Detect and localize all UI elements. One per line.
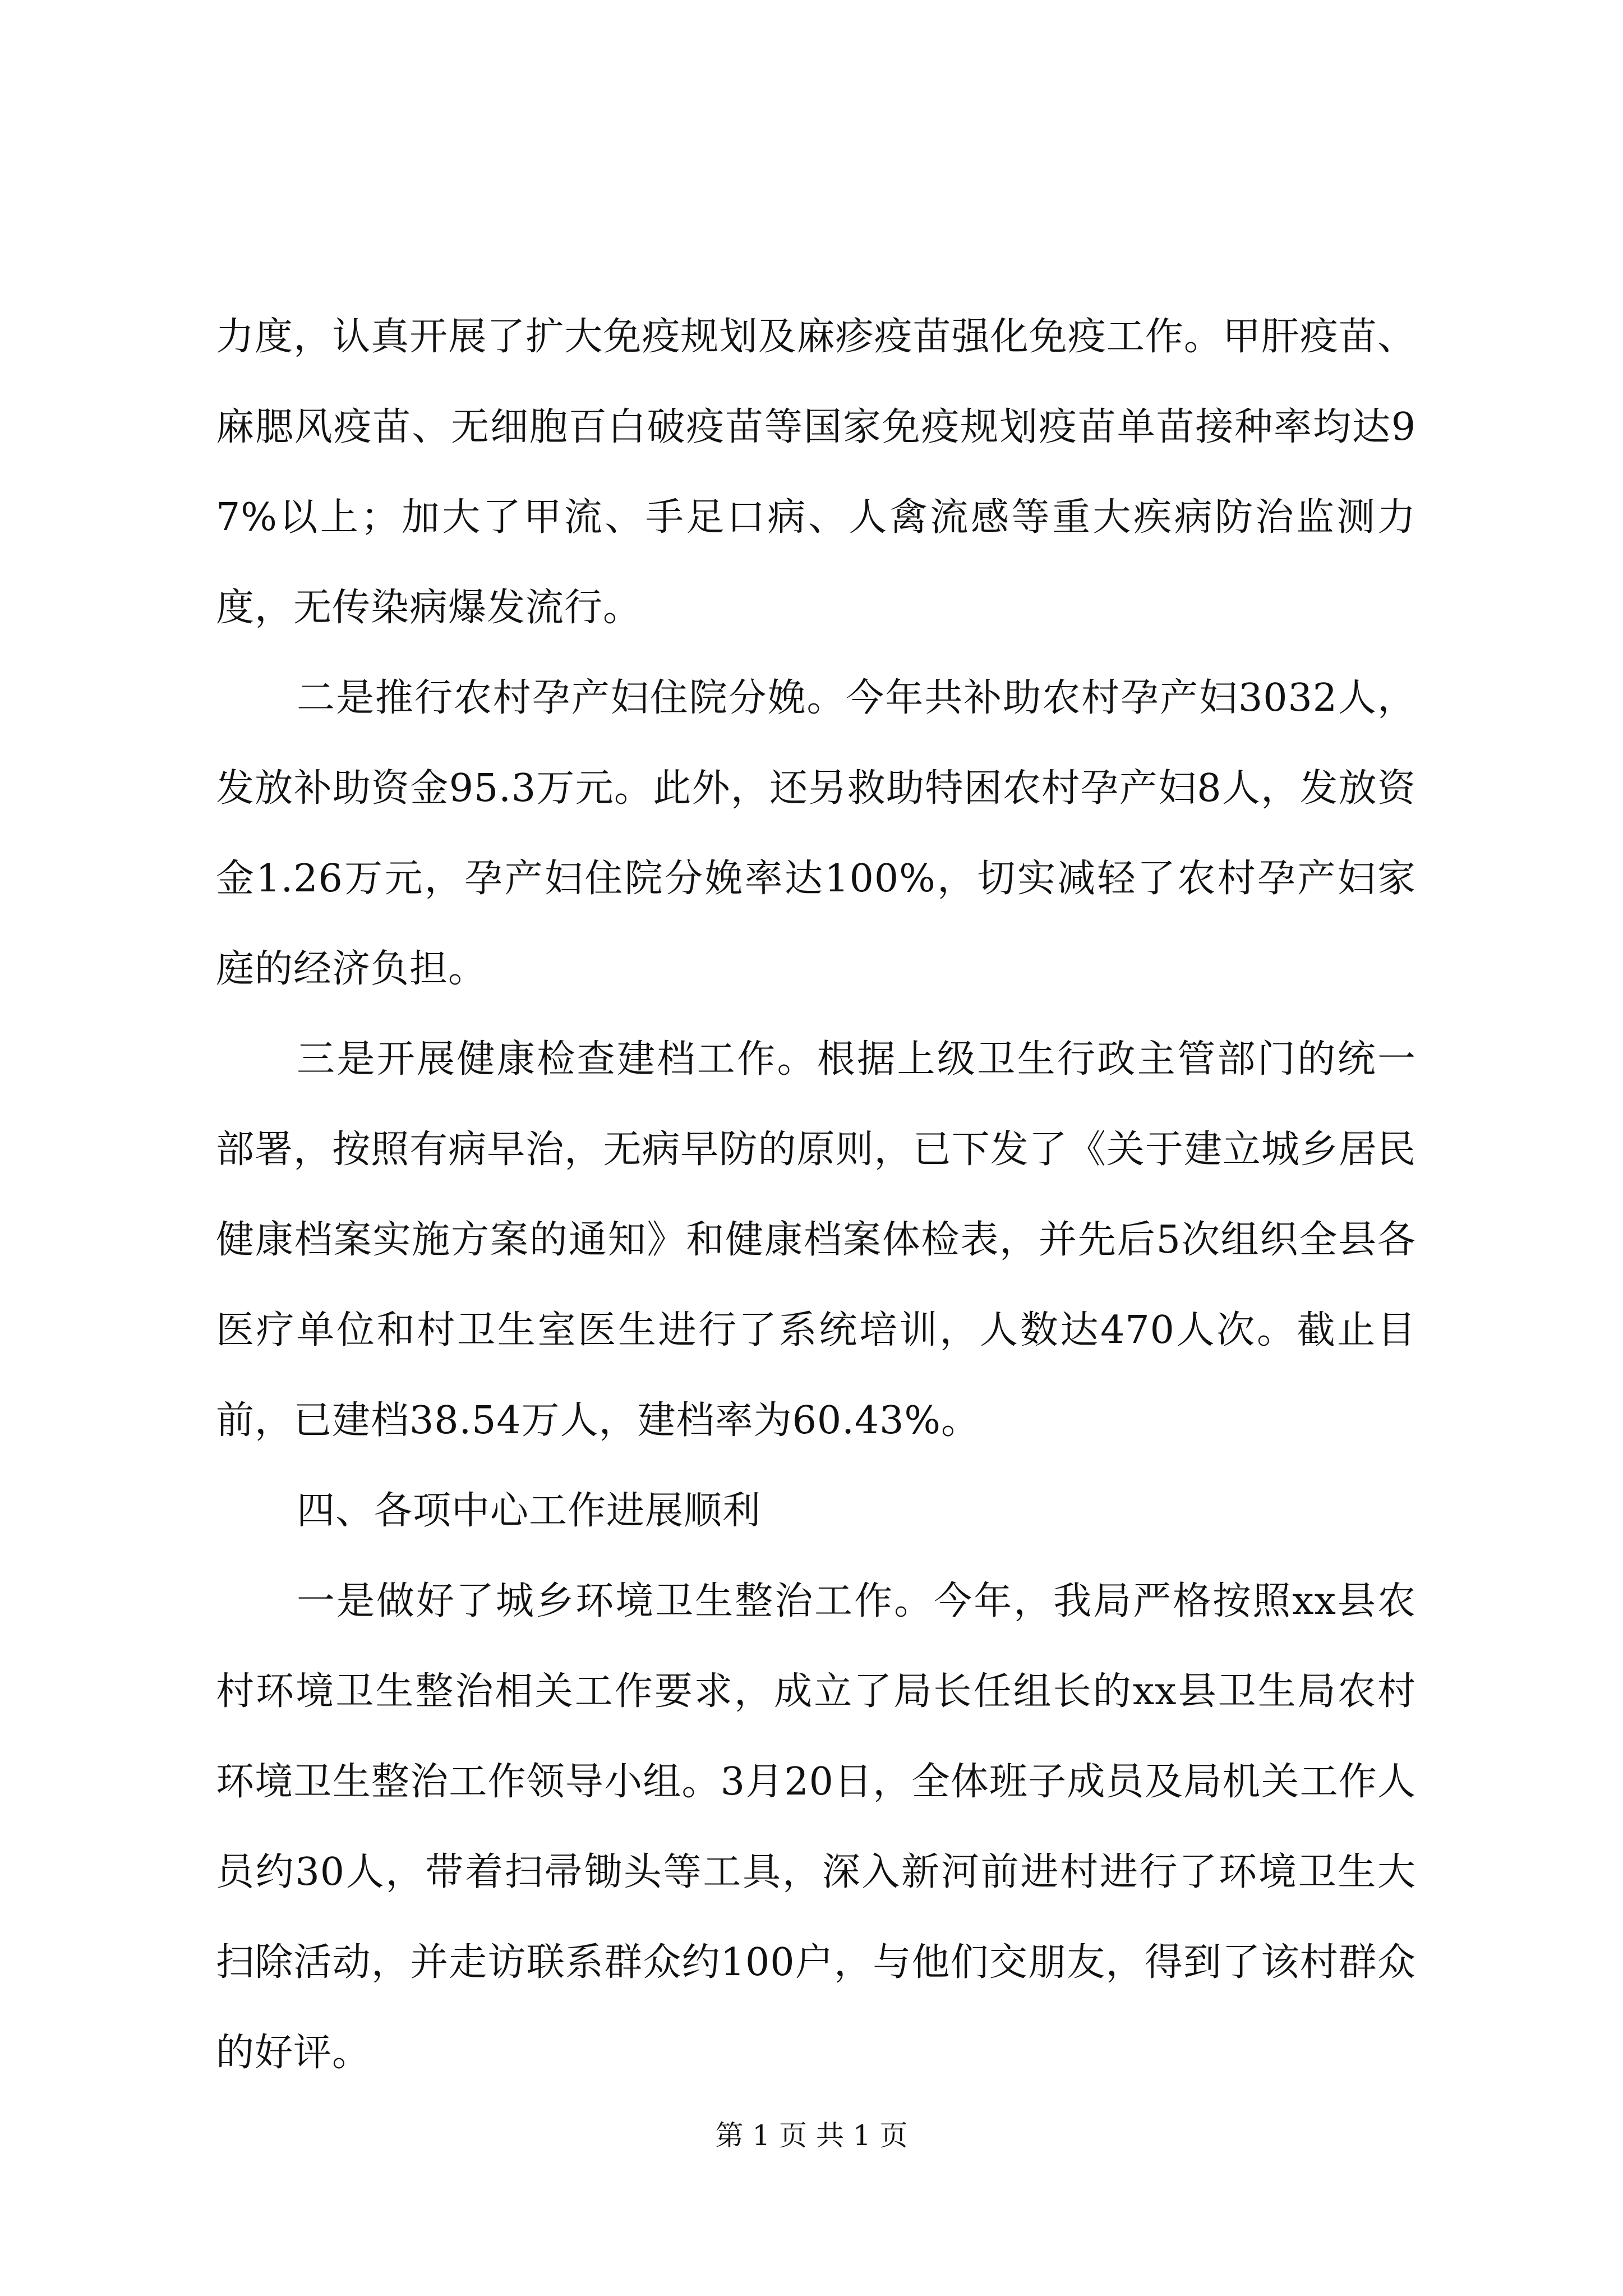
paragraph-environment-sanitation: 一是做好了城乡环境卫生整治工作。今年，我局严格按照xx县农村环境卫生整治相关工作要求，成立了局长任组长的xx县卫生局农村环境卫生整治工作领导小组。3月20日，全体班子成员及局机关工作人员约30人，带着扫帚锄头等工具，深入新河前进村进行了环境卫生大扫除活动，并走访联系群众约100户，与他们交朋友，得到了该村群众的好评。: [216, 1579, 1416, 2075]
document-body: [216, 292, 1416, 2098]
paragraph-health-records: 三是开展健康检查建档工作。根据上级卫生行政主管部门的统一部署，按照有病早治，无病早防的原则，已下发了《关于建立城乡居民健康档案实施方案的通知》和健康档案体检表，并先后5次组织全县各医疗单位和村卫生室医生进行了系统培训，人数达470人次。截止目前，已建档38.54万人，建档率为60.43%。: [216, 1037, 1416, 1443]
page-footer: 第 1 页 共 1 页: [715, 2119, 908, 2152]
section-heading: 四、各项中心工作进展顺利: [297, 1489, 762, 1533]
paragraph-immunization: 力度，认真开展了扩大免疫规划及麻疹疫苗强化免疫工作。甲肝疫苗、麻腮风疫苗、无细胞百白破疫苗等国家免疫规划疫苗单苗接种率均达97%以上；加大了甲流、手足口病、人禽流感等重大疾病防治监测力度，无传染病爆发流行。: [216, 315, 1416, 630]
paragraph-maternal-delivery: 二是推行农村孕产妇住院分娩。今年共补助农村孕产妇3032人，发放补助资金95.3万元。此外，还另救助特困农村孕产妇8人，发放资金1.26万元，孕产妇住院分娩率达100%，切实减轻了农村孕产妇家庭的经济负担。: [216, 676, 1416, 991]
